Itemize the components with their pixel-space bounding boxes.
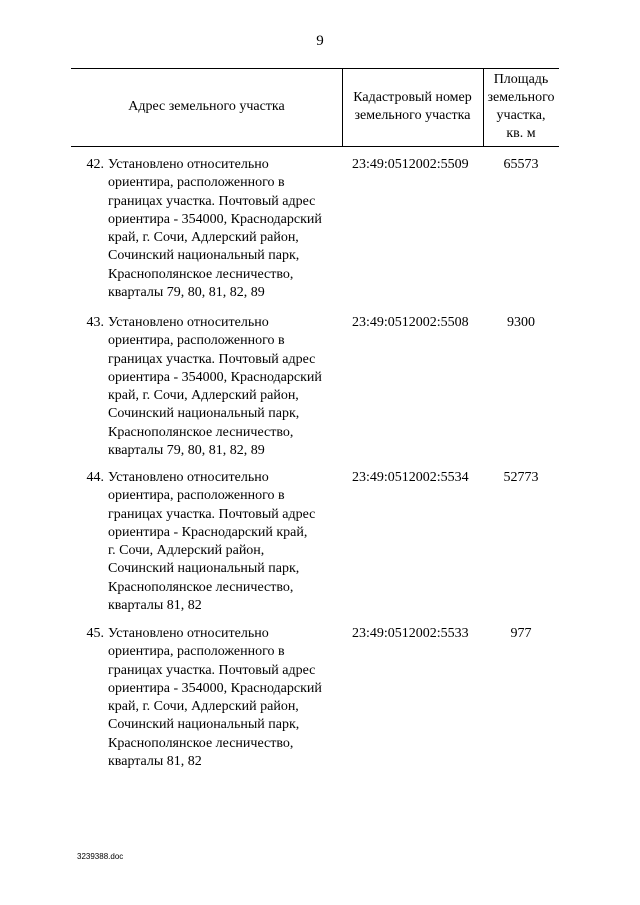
row-cadastral-number: 23:49:0512002:5509 [352, 157, 469, 172]
row-area: 65573 [503, 157, 539, 172]
row-cadastral-number: 23:49:0512002:5533 [352, 626, 469, 641]
row-cadastral-number: 23:49:0512002:5534 [352, 470, 469, 485]
row-address: Установлено относительно ориентира, расположенного в границах участка. Почтовый адрес ориентира - 354000, Краснодарский край, г. Сочи, Адлерский район, Сочинский национальный парк, Краснополянское лесничество, кварталы 79, 80, 81, 82, 89 [108, 315, 322, 459]
header-area: Площадь земельного участка, кв. м [487, 72, 555, 141]
row-address: Установлено относительно ориентира, расположенного в границах участка. Почтовый адрес ориентира - Краснодарский край, г. Сочи, Адлерский район, Сочинский национальный парк, Краснополянское лесничество, кварталы 81, 82 [108, 470, 316, 614]
page-number: 9 [316, 33, 324, 49]
row-cadastral-number: 23:49:0512002:5508 [352, 315, 469, 330]
row-address: Установлено относительно ориентира, расположенного в границах участка. Почтовый адрес ориентира - 354000, Краснодарский край, г. Сочи, Адлерский район, Сочинский национальный парк, Краснополянское лесничество, кварталы 79, 80, 81, 82, 89 [108, 157, 322, 301]
row-area: 52773 [503, 470, 539, 485]
footer-document-name: 3239388.doc [77, 852, 124, 861]
row-number: 45. [86, 626, 104, 641]
header-bottom-rule [71, 146, 559, 147]
row-area: 9300 [507, 315, 535, 330]
row-address: Установлено относительно ориентира, расположенного в границах участка. Почтовый адрес ориентира - 354000, Краснодарский край, г. Сочи, Адлерский район, Сочинский национальный парк, Краснополянское лесничество, кварталы 81, 82 [108, 626, 322, 770]
header-address: Адрес земельного участка [128, 99, 285, 114]
row-number: 42. [86, 157, 104, 172]
header-cadastral-number: Кадастровый номер земельного участка [353, 90, 472, 123]
row-number: 43. [86, 315, 104, 330]
row-area: 977 [510, 626, 532, 641]
row-number: 44. [86, 470, 104, 485]
